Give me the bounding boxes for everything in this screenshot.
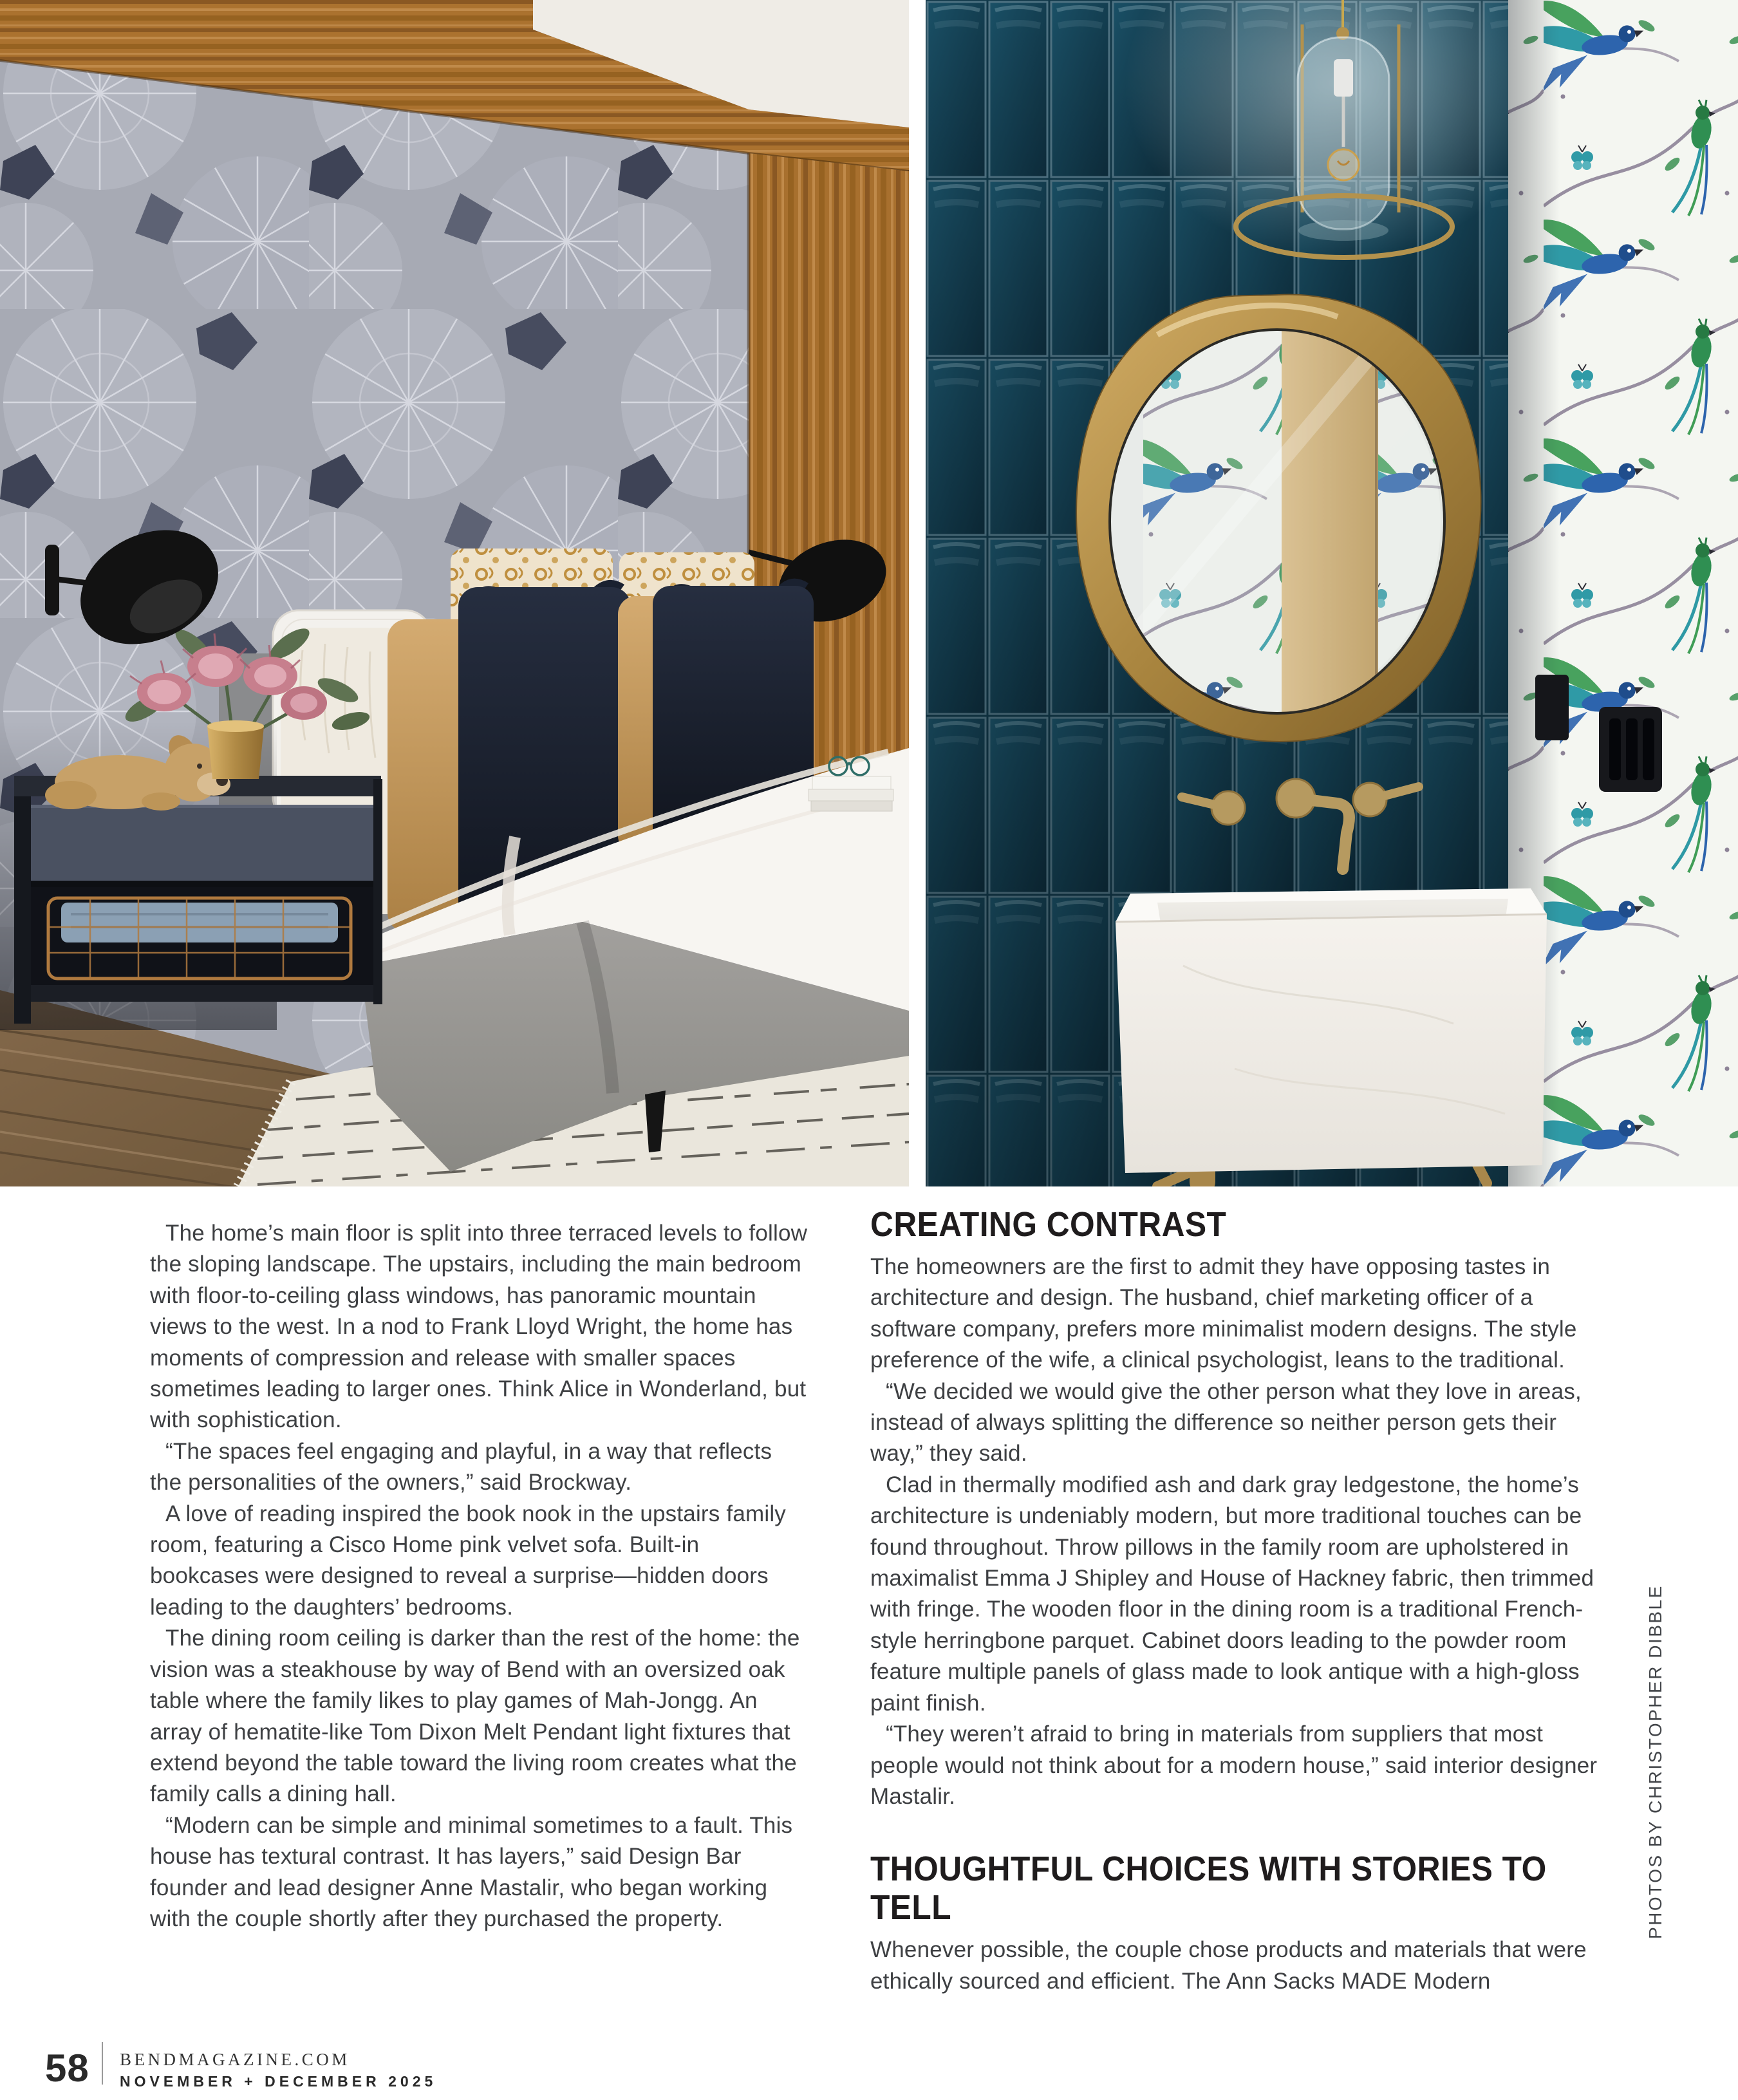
magazine-url: BENDMAGAZINE.COM (120, 2050, 350, 2069)
body-paragraph: Clad in thermally modified ash and dark gray ledgestone, the home’s architecture is undeniably modern, but more traditional touches can be found throughout. Throw pillows in the family room are upholstered in maximalist Emma J Shipley and House of Hackney fabric, then trimmed with fringe. The wooden floor in the dining room is a traditional French-style herringbone parquet. Cabinet doors leading to the powder room feature multiple panels of glass made to look antique with a high-gloss paint finish. (870, 1472, 1594, 1716)
issue-date: NOVEMBER + DECEMBER 2025 (120, 2073, 437, 2090)
section-heading: THOUGHTFUL CHOICES WITH STORIES TO TELL (870, 1850, 1547, 1927)
body-paragraph: Whenever possible, the couple chose products and materials that were ethically sourced and efficient. The Ann Sacks MADE Modern (870, 1937, 1587, 1994)
nightstand (14, 776, 382, 1024)
page-number: 58 (45, 2047, 89, 2090)
body-paragraph: “Modern can be simple and minimal sometimes to a fault. This house has textural contrast. It has layers,” said Design Bar founder and lead designer Anne Mastalir, who began working with the couple shortly after they purchased the property. (150, 1812, 793, 1931)
page-footer (0, 2034, 579, 2100)
light-switch-small (1535, 675, 1569, 740)
body-paragraph: The home’s main floor is split into three terraced levels to follow the sloping landscape. The upstairs, including the main bedroom with floor-to-ceiling glass windows, has panoramic mountain views to the west. In a nod to Frank Lloyd Wright, the home has moments of compression and release with smaller spaces sometimes leading to larger ones. Think Alice in Wonderland, but with sophistication. (150, 1221, 808, 1433)
body-paragraph: “The spaces feel engaging and playful, in a way that reflects the personalities of the owners,” said Brockway. (150, 1438, 772, 1495)
body-paragraph: “They weren’t afraid to bring in materials from suppliers that most people would not think about for a modern house,” said interior designer Mastalir. (870, 1721, 1598, 1809)
footer-divider (102, 2042, 103, 2085)
article-right-column (870, 1205, 1609, 1997)
bedroom-photo (0, 0, 909, 1186)
powder-room-photo (926, 0, 1738, 1186)
body-paragraph: The dining room ceiling is darker than the rest of the home: the vision was a steakhouse by way of Bend with an oversized oak table where the family likes to play games of Mah-Jongg. An array of hematite-like Tom Dixon Melt Pendant light fixtures that extend beyond the table toward the living room creates what the family calls a dining hall. (150, 1626, 800, 1807)
brass-mirror (1076, 295, 1481, 742)
marble-sink (1116, 888, 1547, 1173)
photo-credit: PHOTOS BY CHRISTOPHER DIBBLE (1645, 1584, 1665, 1939)
body-paragraph: The homeowners are the first to admit they have opposing tastes in architecture and design. The husband, chief marketing officer of a software company, prefers more minimalist modern designs. The style preference of the wife, a clinical psychologist, leans to the traditional. (870, 1254, 1577, 1373)
section-heading: CREATING CONTRAST (870, 1205, 1227, 1244)
body-paragraph: A love of reading inspired the book nook in the upstairs family room, featuring a Cisco Home pink velvet sofa. Built-in bookcases were designed to reveal a surprise—hidden doors leading to the daughters’ bedrooms. (150, 1501, 786, 1620)
article-left-column (150, 1218, 810, 1935)
body-paragraph: “We decided we would give the other person what they love in areas, instead of always splitting the difference so neither person gets their way,” they said. (870, 1378, 1582, 1467)
